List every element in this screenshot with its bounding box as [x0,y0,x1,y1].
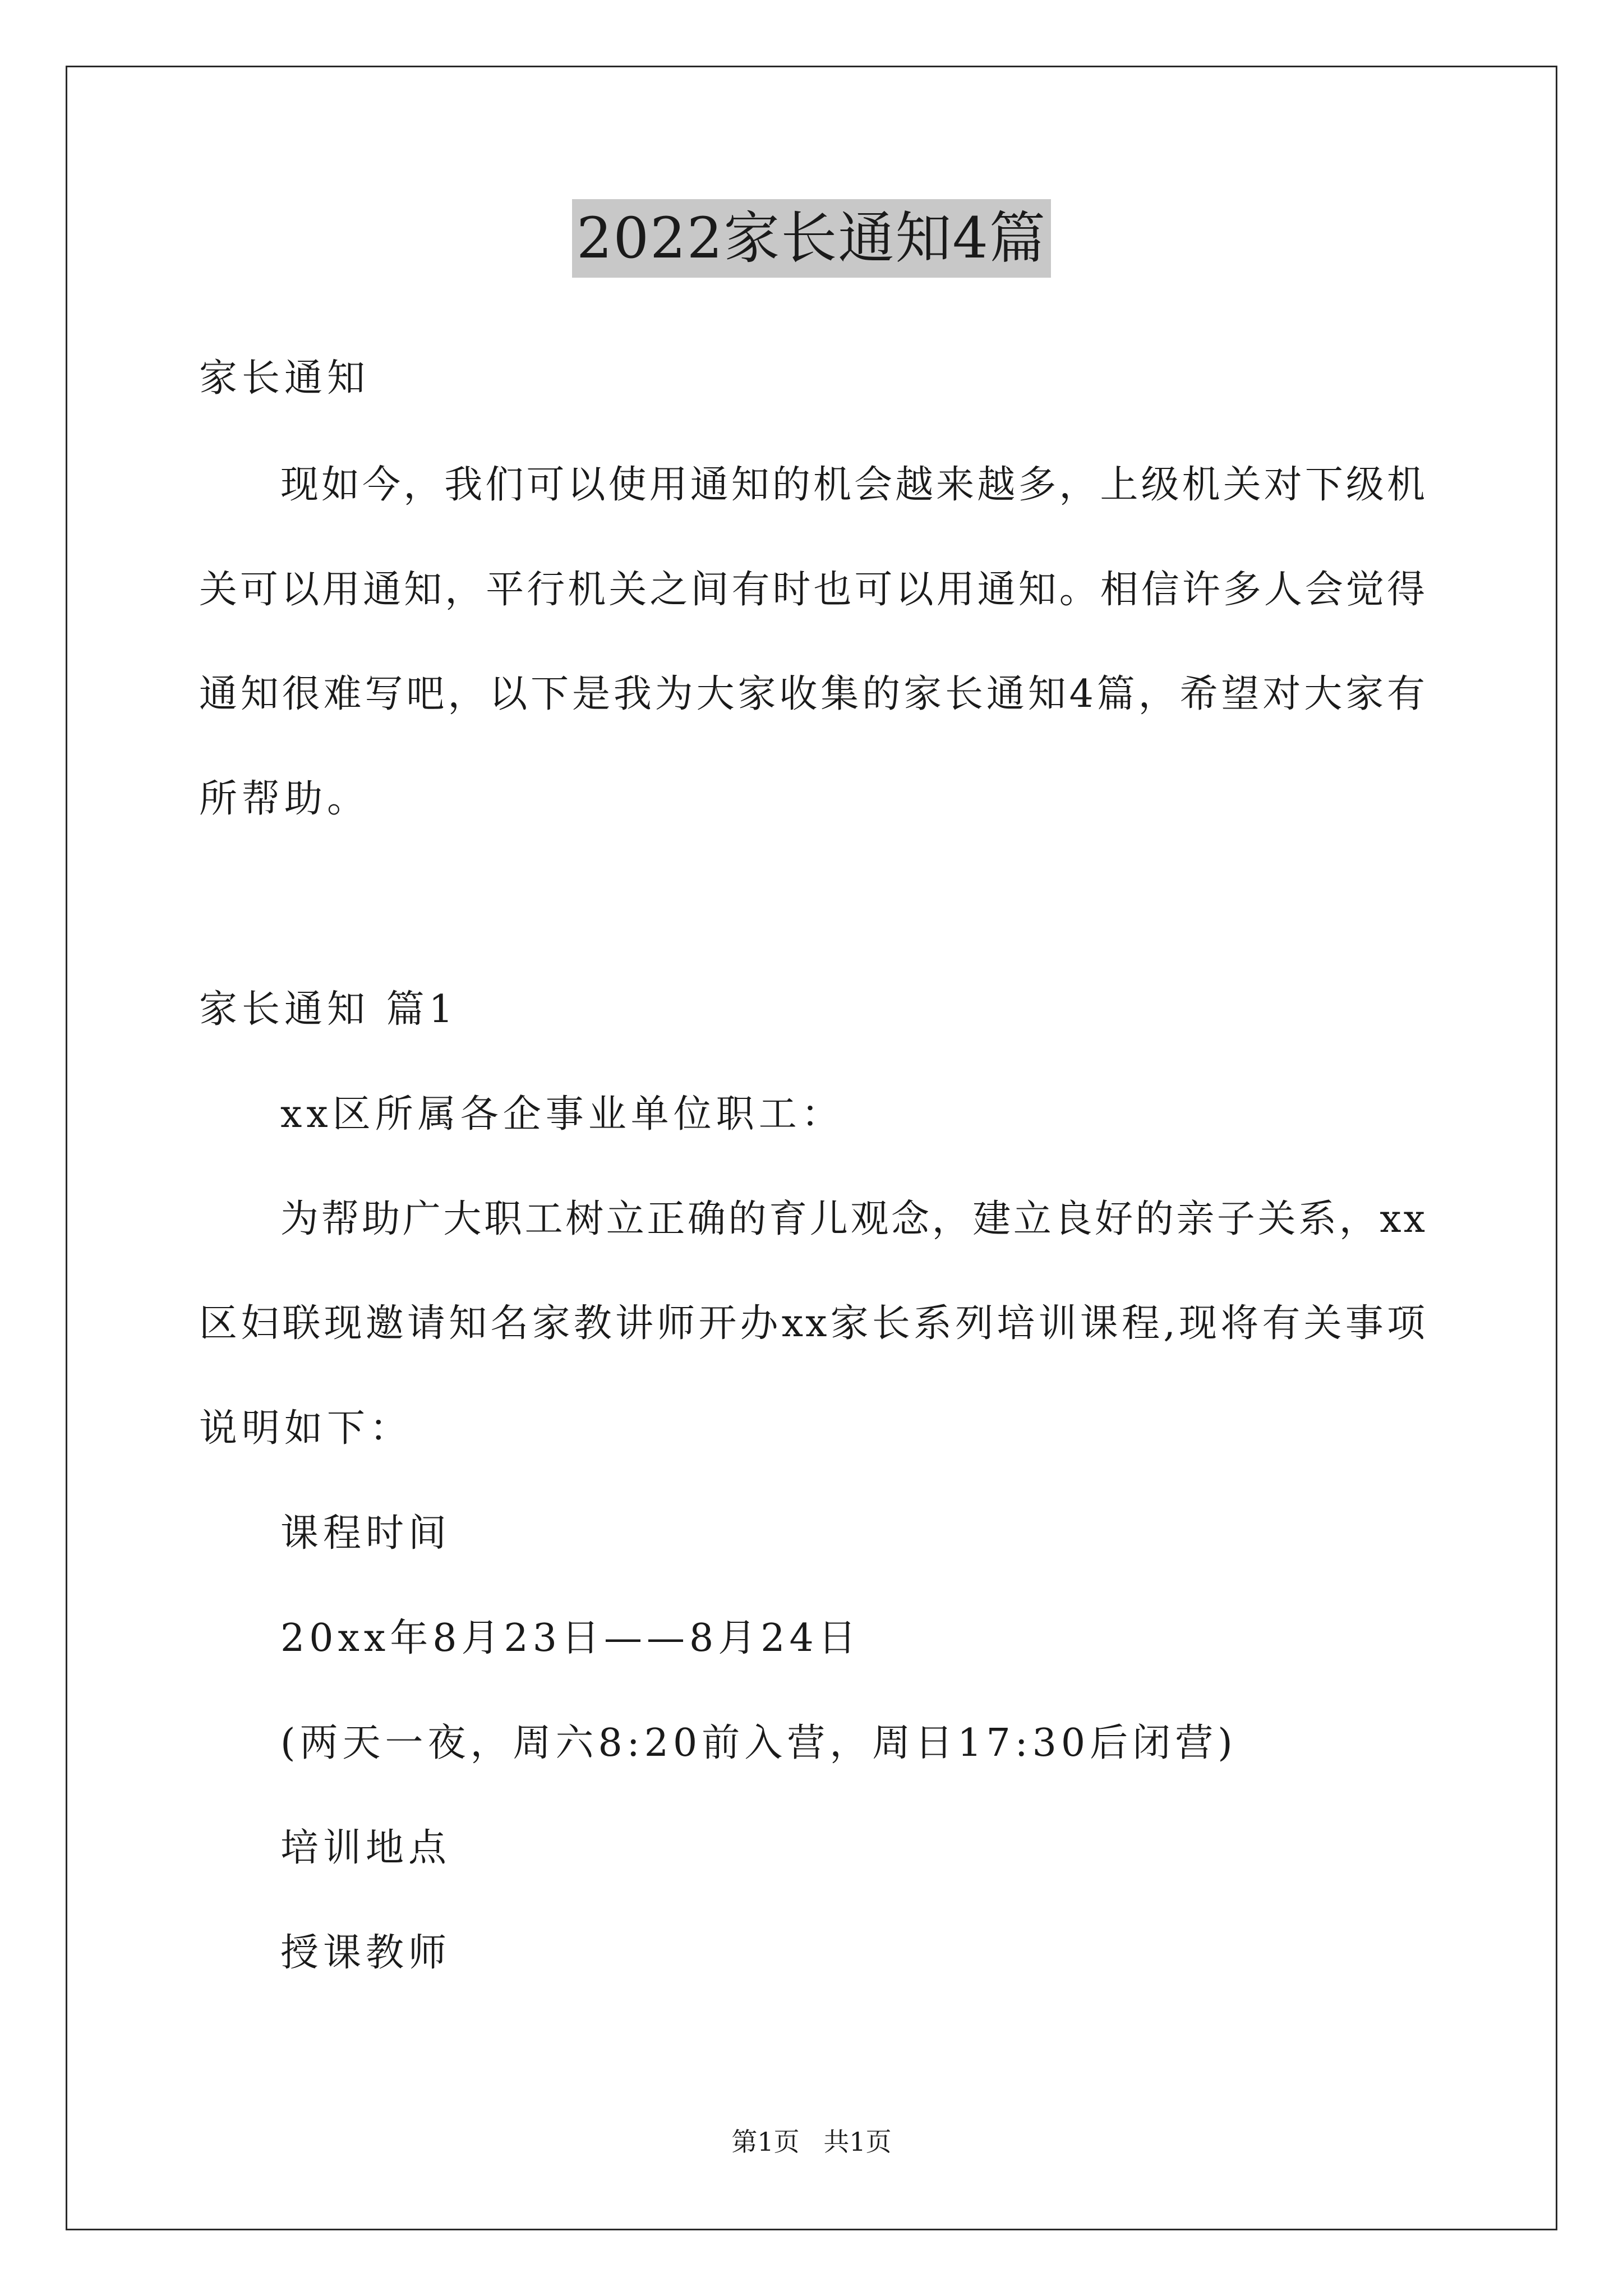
course-dates: 20xx年8月23日——8月24日 [280,1616,861,1660]
intro-line-4: 所帮助。 [199,777,370,821]
section-heading: 家长通知 篇1 [199,987,458,1032]
body-line-2: 区妇联现邀请知名家教讲师开办xx家长系列培训课程,现将有关事项 [199,1301,1427,1346]
intro-line-3: 通知很难写吧，以下是我为大家收集的家长通知4篇，希望对大家有 [199,672,1427,716]
page-number-current: 第1页 [731,2127,800,2157]
page-number-total: 共1页 [823,2127,892,2157]
location-label: 培训地点 [280,1826,451,1870]
course-time-label: 课程时间 [280,1511,451,1556]
teacher-label: 授课教师 [280,1931,451,1975]
intro-line-2: 关可以用通知，平行机关之间有时也可以用通知。相信许多人会觉得 [199,568,1427,612]
title-container [0,199,1623,278]
page-footer [0,2125,1623,2159]
document-title: 2022家长通知4篇 [572,199,1051,278]
addressee-line: xx区所属各企事业单位职工： [280,1092,844,1137]
body-line-3: 说明如下： [199,1406,413,1451]
course-note: (两天一夜，周六8:20前入营，周日17:30后闭营) [280,1721,1237,1765]
intro-line-1: 现如今，我们可以使用通知的机会越来越多，上级机关对下级机 [280,463,1427,507]
intro-heading: 家长通知 [199,356,370,401]
body-line-1: 为帮助广大职工树立正确的育儿观念，建立良好的亲子关系，xx [280,1197,1427,1241]
